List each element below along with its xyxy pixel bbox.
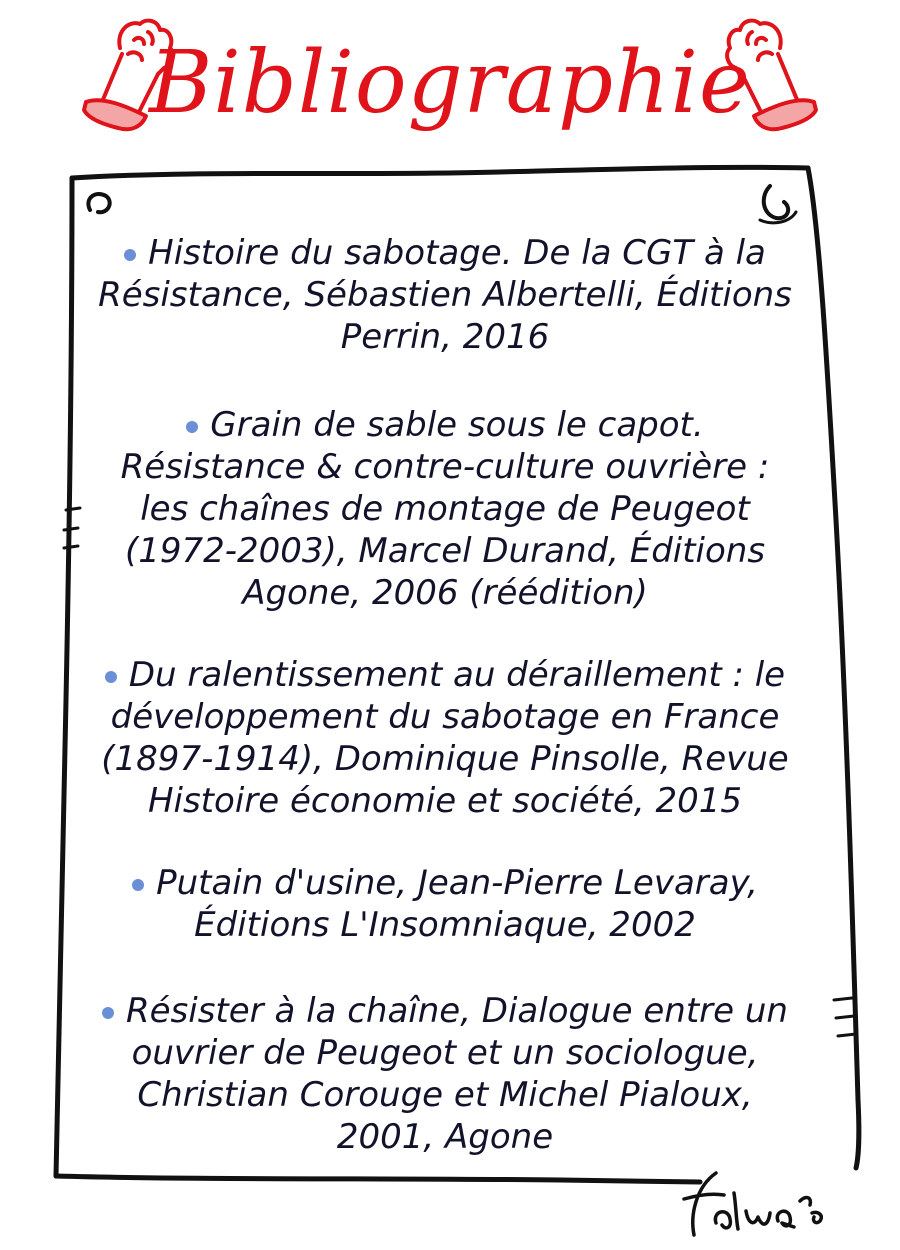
list-item: [95, 654, 795, 822]
bullet-icon: [102, 1007, 114, 1019]
bullet-icon: [132, 879, 144, 891]
page-title: Bibliographie: [149, 33, 751, 133]
entry-text: Putain d'usine, Jean-Pierre Levaray, Éditions L'Insomniaque, 2002: [156, 863, 758, 945]
entry-text: Histoire du sabotage. De la CGT à la Résistance, Sébastien Albertelli, Éditions Perrin, 2016: [98, 233, 792, 357]
list-item: [95, 990, 795, 1158]
entry-text: Grain de sable sous le capot. Résistance & contre-culture ouvrière : les chaînes de montage de Peugeot (1972-2003), Marcel Durand, Éditions Agone, 2006 (réédition): [120, 405, 770, 613]
bibliography-list: [95, 232, 795, 1204]
bullet-icon: [186, 421, 198, 433]
list-item: [95, 232, 795, 358]
artist-signature: [672, 1165, 842, 1245]
bullet-icon: [124, 249, 136, 261]
entry-text: Résister à la chaîne, Dialogue entre un ouvrier de Peugeot et un sociologue, Christian Corouge et Michel Pialoux, 2001, Agone: [126, 991, 788, 1157]
list-item: [95, 404, 795, 614]
bullet-icon: [105, 671, 117, 683]
list-item: [95, 862, 795, 946]
entry-text: Du ralentissement au déraillement : le développement du sabotage en France (1897-1914), Dominique Pinsolle, Revue Histoire économie et société, 2015: [101, 655, 789, 821]
